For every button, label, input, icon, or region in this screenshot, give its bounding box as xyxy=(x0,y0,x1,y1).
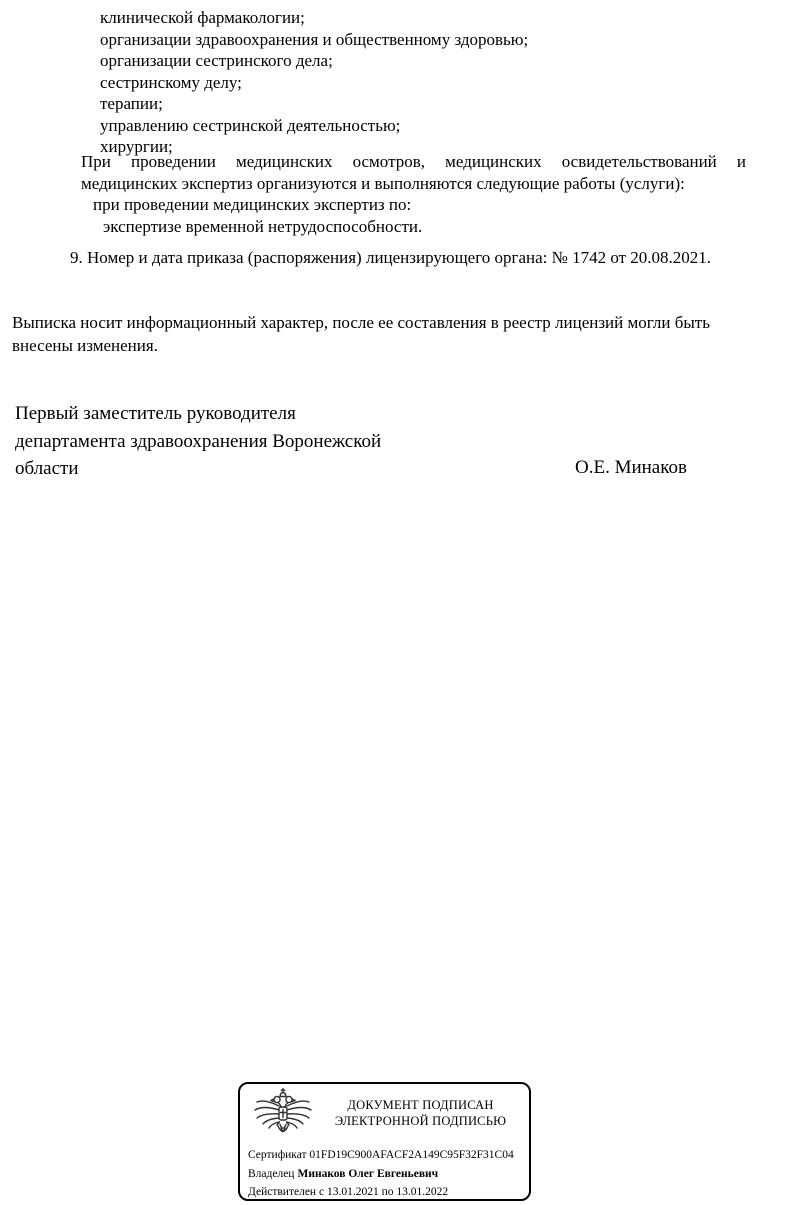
works-paragraph xyxy=(81,151,746,194)
disclaimer-line: внесены изменения. xyxy=(12,336,158,355)
works-sub-line: экспертизе временной нетрудоспособности. xyxy=(103,217,423,236)
works-list-item: терапии; xyxy=(100,94,163,113)
owner-line xyxy=(248,1165,529,1184)
works-list-item: управлению сестринской деятельностью; xyxy=(100,115,401,135)
works-list-item: сестринскому делу; xyxy=(100,72,242,92)
signatory-position-line: департамента здравоохранения Воронежской xyxy=(15,430,382,452)
certificate-value: 01FD19C900AFACF2A149C95F32F31C04 xyxy=(309,1149,514,1161)
signatory-name: О.Е. Минаков xyxy=(575,457,687,478)
works-list xyxy=(100,7,528,158)
stamp-details xyxy=(248,1146,529,1201)
stamp-title xyxy=(316,1097,525,1129)
validity-line: Действителен с 13.01.2021 по 13.01.2022 xyxy=(248,1186,449,1198)
disclaimer-paragraph xyxy=(12,311,787,357)
works-paragraph-line: При проведении медицинских осмотров, медицинских освидетельствований и xyxy=(81,152,746,171)
stamp-title-line: ДОКУМЕНТ ПОДПИСАН xyxy=(347,1098,494,1112)
electronic-signature-stamp xyxy=(238,1082,531,1201)
signatory-position xyxy=(15,400,381,483)
works-list-item: клинической фармакологии; xyxy=(100,8,305,27)
owner-label: Владелец xyxy=(248,1167,295,1180)
works-list-item: организации здравоохранения и общественному здоровью; xyxy=(100,29,529,49)
disclaimer-line: Выписка носит информационный характер, после ее составления в реестр лицензий могли быть xyxy=(12,313,710,332)
certificate-line xyxy=(248,1146,529,1165)
works-paragraph-line: медицинских экспертиз организуются и выполняются следующие работы (услуги): xyxy=(81,173,685,193)
signatory-position-line: области xyxy=(15,458,79,479)
works-list-item: организации сестринского дела; xyxy=(100,51,333,70)
certificate-label: Сертификат xyxy=(248,1149,307,1161)
stamp-title-line: ЭЛЕКТРОННОЙ ПОДПИСЬЮ xyxy=(334,1114,507,1128)
double-headed-eagle-icon xyxy=(251,1087,315,1147)
works-sub-line: при проведении медицинских экспертиз по: xyxy=(93,195,412,214)
signatory-position-line: Первый заместитель руководителя xyxy=(15,403,296,424)
order-number-line: 9. Номер и дата приказа (распоряжения) лицензирующего органа: № 1742 от 20.08.2021. xyxy=(70,248,712,267)
works-list-item: хирургии; xyxy=(100,137,173,156)
owner-value: Минаков Олег Евгеньевич xyxy=(297,1167,439,1180)
